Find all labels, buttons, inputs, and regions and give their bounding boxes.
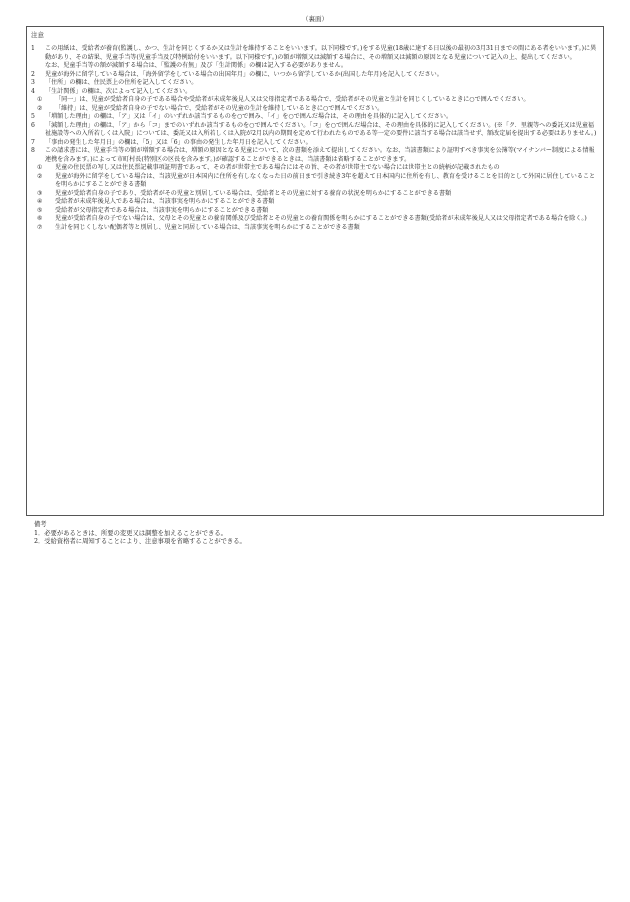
note-text: この請求書には、児童手当等の額が増額する場合は、増額の原因となる児童について、次の書類を添えて提出してください。なお、当該書類により証明すべき事実を公簿等(マイナンバー制度による情報連携を含みます。)によって市町村長(特別区の区長を含みます。)が確認することができるときは、当該書類は省略することができます。 [45,147,595,163]
note-text: 児童が受給者自身の子でない場合は、父母とその児童との養育関係及び受給者とその児童との養育関係を明らかにすることができる書類(受給者が未成年後見人又は父母指定者である場合を除く。) [55,215,587,222]
note-number: 7 [31,138,35,146]
note-subitem [31,198,597,207]
note-number: 6 [31,121,35,129]
note-text: 「生計関係」の欄は、次によって記入してください。 [45,87,192,95]
note-item [31,113,597,122]
notes-box [26,26,604,516]
note-item [31,88,597,97]
notes-body [31,45,597,232]
note-text: 受給者が父母指定者である場合は、当該事実を明らかにすることができる書類 [55,206,269,214]
note-subitem [31,207,597,216]
note-number: ⑥ [37,215,43,222]
note-item [31,71,597,80]
remarks-section [34,521,246,547]
note-subitem [31,224,597,233]
note-number: ① [37,96,43,103]
note-subitem [31,215,597,224]
note-subitem [31,96,597,105]
remarks-title: 備考 [34,521,47,528]
note-number: ② [37,172,43,180]
note-item [31,79,597,88]
note-item [31,62,597,71]
note-subitem [31,164,597,173]
note-text: 「維持」は、児童が受給者自身の子でない場合で、受給者がその児童の生計を維持しているときに○で囲んでください。 [55,104,384,112]
note-text: 「事由の発生した年月日」の欄は、「5」又は「6」の事由の発生した年月日を記入してください。 [45,138,312,146]
note-number: 1 [31,45,35,52]
note-item [31,45,597,62]
note-text: 「増額した理由」の欄は、「ア」又は「イ」のいずれか該当するものを○で囲み、「イ」を○で囲んだ場合は、その理由を具体的に記入してください。 [45,113,453,120]
note-subitem [31,105,597,114]
note-number: 3 [31,79,35,86]
note-number: ② [37,104,43,112]
page-header: （裏面） [302,15,328,23]
notes-title: 注意 [31,31,44,39]
note-number: ④ [37,198,43,205]
note-number: 5 [31,113,35,120]
note-text: 「同一」は、児童が受給者自身の子である場合や受給者が未成年後見人又は父母指定者である場合で、受給者がその児童と生計を同じくしているときに○で囲んでください。 [55,96,530,103]
note-text: 「減額した理由」の欄は、「ア」から「コ」までのいずれか該当するものを○で囲んでください。「コ」を○で囲んだ場合は、その理由を具体的に記入してください。(※「ク．里親等への委託又は児童福祉施設等への入所若しくは入院」については、委託又は入所若しくは入院が2月以内の期間を定めて行われたものである等一定の要件に該当する場合は該当せず、額改定届を提出する必要はありません。) [45,121,597,137]
note-text: 児童が海外に留学している場合は、「海外留学をしている場合の出国年月」の欄に、いつから留学しているか(出国した年月)を記入してください。 [45,70,443,78]
note-text: 児童が海外に留学をしている場合は、当該児童が日本国内に住所を有しなくなった日の前日まで引き続き3年を超えて日本国内に住所を有し、教育を受けることを目的として外国に居住していることを明らかにすることができる書類 [55,172,596,188]
note-subitem [31,173,597,190]
remarks-item: 1．必要があるときは、所要の変更又は調整を加えることができる。 [34,529,227,537]
note-text: 「住所」の欄は、住民票上の住所を記入してください。 [45,79,198,86]
note-number: ③ [37,189,43,197]
note-number: ⑤ [37,206,43,214]
note-text: 児童の住民票の写し又は住民票記載事項証明書であって、その者が世帯主である場合にはその旨、その者が世帯主でない場合には世帯主との続柄が記載されたもの [55,164,500,171]
note-text: 受給者が未成年後見人である場合は、当該事実を明らかにすることができる書類 [55,198,275,205]
note-text: 児童が受給者自身の子であり、受給者がその児童と別居している場合は、受給者とその児童に対する養育の状況を明らかにすることができる書類 [55,189,452,197]
note-number: ⑦ [37,223,43,231]
remarks-item: 2．受給資格者に周知することにより、注意事項を省略することができる。 [34,538,246,546]
note-number: ① [37,164,43,171]
note-item [31,122,597,139]
note-item [31,139,597,148]
note-text: なお、児童手当等の額が減額する場合は、「監護の有無」及び「生計関係」の欄は記入する必要がありません。 [45,62,348,69]
note-subitem [31,190,597,199]
note-text: 生計を同じくしない配偶者等と別居し、児童と同居している場合は、当該事実を明らかにすることができる書類 [55,223,360,231]
note-text: この用紙は、受給者が養育(監護し、かつ、生計を同じくするか又は生計を維持することをいいます。以下同様です。)をする児童(18歳に達する日以後の最初の3月31日までの間にある者をいいます。)に異動があり、その結果、児童手当等(児童手当及び特例給付をいいます。以下同様です。)の額が増額又は減額する場合に、その増額又は減額の原因となる児童について記入の上、提出してください。 [45,45,597,61]
note-item [31,147,597,164]
note-number: 2 [31,70,35,78]
note-number: 4 [31,87,35,95]
note-number: 8 [31,147,35,154]
